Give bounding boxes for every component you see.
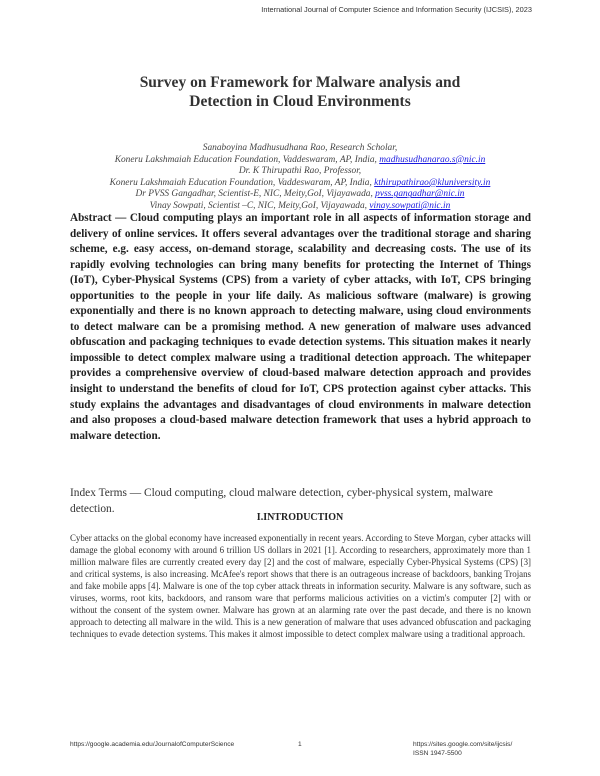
page-number: 1 xyxy=(298,741,302,748)
title-line-2: Detection in Cloud Environments xyxy=(189,93,411,110)
running-header: International Journal of Computer Science and Information Security (IJCSIS), 2023 xyxy=(261,5,532,14)
author-email-link[interactable]: vinay.sowpati@nic.in xyxy=(369,200,451,211)
author-line xyxy=(0,143,600,155)
author-email-link[interactable]: kthirupathirao@kluniversity.in xyxy=(374,177,491,188)
paper-title xyxy=(0,73,600,111)
index-terms: Index Terms — Cloud computing, cloud malware detection, cyber-physical system, malware detection. xyxy=(70,487,493,515)
footer-right-url: https://sites.google.com/site/ijcsis/ xyxy=(413,741,513,748)
author-line xyxy=(0,155,600,167)
introduction-paragraph: Cyber attacks on the global economy have increased exponentially in recent years. According to Steve Morgan, cyber attacks will damage the global economy with around 6 trillion US dollars in 2021 [1]. According to researchers, approximately more than 1 million malware files are currently created every day [2] and the cost of malware, especially Cyber-Physical Systems (CPS) [3] and critical systems, is also increasing. McAfee's report shows that there is an outrageous increase of backdoors, banking Trojans and fake mobile apps [4]. Malware is one of the top cyber attack threats in information security. Malware is any software, such as viruses, worms, root kits, backdoors, and ransom ware that performs malicious activities on a victim's computer [2] with or without the consent of the system owner. Malware has grown at an alarming rate over the past decade, and there is no known approach to detecting all malware in the wild. This is a new generation of malware that uses advanced obfuscation and packaging techniques to evade detection systems. This makes it almost impossible to detect complex malware using a traditional approach. xyxy=(70,533,531,639)
author-line xyxy=(0,178,600,190)
author-email-link[interactable]: pvss.gangadhar@nic.in xyxy=(375,189,465,200)
author-email-link[interactable]: madhusudhanarao.s@nic.in xyxy=(379,154,486,165)
author-text: Koneru Lakshmaiah Education Foundation, Vaddeswaram, AP, India, xyxy=(114,154,377,165)
footer-issn: ISSN 1947-5500 xyxy=(413,750,462,757)
abstract: Abstract — Cloud computing plays an important role in all aspects of information storage and delivery of online services. It offers several advantages over the traditional storage and sharing scheme, e.g. easy access, on-demand storage, scalability and decreasing costs. The use of its rapidly evolving technologies can bring many benefits for protecting the Internet of Things (IoT), Cyber-Physical Systems (CPS) from a variety of cyber attacks, with IoT, CPS bringing opportunities to the people in your life daily. As malicious software (malware) is growing exponentially and there is no known approach to detecting malware, using cloud environments to detect malware can be a promising method. A new generation of malware uses advanced obfuscation and packaging techniques to evade detection systems. This situation makes it nearly impossible to detect complex malware using a traditional detection approach. The whitepaper provides a comprehensive overview of cloud-based malware detection approach and provides insight to understand the benefits of cloud for IoT, CPS protection against cyber attacks. This study explains the advantages and disadvantages of cloud environments in malware detection and also proposes a cloud-based malware detection framework that uses a hybrid approach to malware detection. xyxy=(70,212,531,442)
footer-left-url: https://google.academia.edu/JournalofComputerScience xyxy=(70,741,235,748)
author-line xyxy=(0,189,600,201)
footer-right-block xyxy=(413,740,512,758)
author-text: Koneru Lakshmaiah Education Foundation, Vaddeswaram, AP, India, xyxy=(109,177,372,188)
author-block xyxy=(0,143,600,213)
section-heading: I.INTRODUCTION xyxy=(256,512,344,523)
title-line-1: Survey on Framework for Malware analysis and xyxy=(139,74,461,91)
author-text: Vinay Sowpati, Scientist –C, NIC, Meity,GoI, Vijayawada, xyxy=(149,200,367,211)
author-text: Sanaboyina Madhusudhana Rao, Research Scholar, xyxy=(202,143,398,153)
author-text: Dr. K Thirupathi Rao, Professor, xyxy=(238,166,362,177)
author-text: Dr PVSS Gangadhar, Scientist-E, NIC, Meity,GoI, Vijayawada, xyxy=(135,189,373,200)
author-line xyxy=(0,166,600,178)
